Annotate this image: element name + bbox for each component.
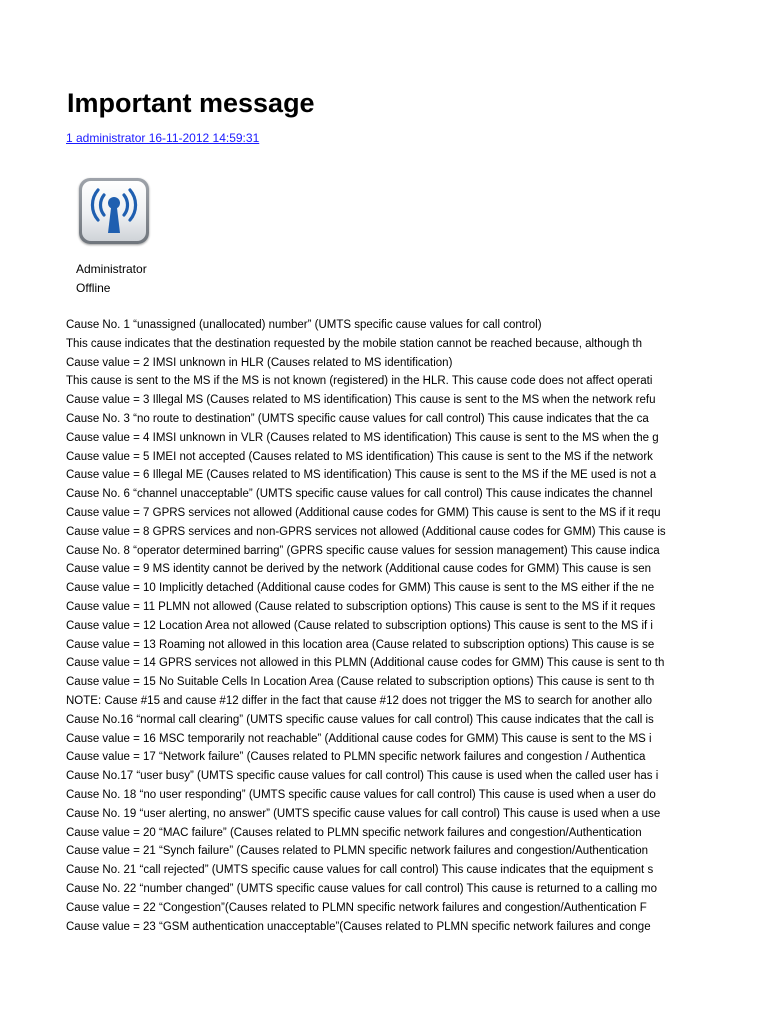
body-line: Cause value = 3 Illegal MS (Causes related to MS identification) This cause is sent to the MS when the network refu [66,394,656,407]
body-line: This cause indicates that the destination requested by the mobile station cannot be reached because, although th [66,337,643,350]
body-line: Cause value = 13 Roaming not allowed in this location area (Cause related to subscription options) This cause is se [66,638,655,651]
body-line: Cause value = 17 “Network failure” (Causes related to PLMN specific network failures and congestion / Authentica [66,751,646,764]
body-line: Cause value = 22 “Congestion”(Causes related to PLMN specific network failures and congestion/Authentication F [66,901,647,914]
body-line: Cause value = 16 MSC temporarily not reachable” (Additional cause codes for GMM) This cause is sent to the MS i [66,732,652,745]
body-line: Cause value = 9 MS identity cannot be derived by the network (Additional cause codes for GMM) This cause is sen [66,563,651,576]
page-title: Important message [67,88,315,118]
body-line: Cause value = 21 “Synch failure” (Causes related to PLMN specific network failures and congestion/Authentication [66,845,649,858]
wifi-tower-icon [82,181,146,241]
body-line: Cause value = 7 GPRS services not allowed (Additional cause codes for GMM) This cause is sent to the MS if it requ [66,506,661,519]
body-line: Cause No. 22 “number changed” (UMTS specific cause values for call control) This cause is returned to a calling mo [66,882,658,895]
body-line: Cause No. 21 “call rejected” (UMTS specific cause values for call control) This cause indicates that the equipment s [66,864,654,877]
post-meta-link[interactable]: 1 administrator 16-11-2012 14:59:31 [66,131,260,145]
body-line: Cause value = 5 IMEI not accepted (Causes related to MS identification) This cause is sent to the MS if the network [66,450,653,463]
author-status: Offline [76,281,111,295]
body-line: Cause No. 1 “unassigned (unallocated) number” (UMTS specific cause values for call control) [66,319,542,331]
body-line: Cause No.16 “normal call clearing” (UMTS specific cause values for call control) This cause indicates that the call is [66,713,654,726]
body-line: This cause is sent to the MS if the MS is not known (registered) in the HLR. This cause code does not affect operati [66,375,653,388]
author-name[interactable]: Administrator [76,262,147,276]
body-line: Cause value = 2 IMSI unknown in HLR (Causes related to MS identification) [66,356,453,369]
body-line: NOTE: Cause #15 and cause #12 differ in the fact that cause #12 does not trigger the MS to search for another allo [66,694,653,707]
message-body [66,316,708,936]
body-line: Cause No. 6 “channel unacceptable” (UMTS specific cause values for call control) This cause indicates the channel [66,488,653,501]
avatar[interactable] [79,178,149,244]
body-line: Cause value = 14 GPRS services not allowed in this PLMN (Additional cause codes for GMM) This cause is sent to th [66,657,665,670]
body-line: Cause value = 23 “GSM authentication unacceptable”(Causes related to PLMN specific network failures and conge [66,920,651,933]
body-line: Cause value = 15 No Suitable Cells In Location Area (Cause related to subscription options) This cause is sent to th [66,676,655,689]
body-line: Cause value = 6 Illegal ME (Causes related to MS identification) This cause is sent to the MS if the ME used is not a [66,469,657,482]
body-line: Cause value = 20 “MAC failure” (Causes related to PLMN specific network failures and congestion/Authentication [66,826,642,839]
body-line: Cause value = 10 Implicitly detached (Additional cause codes for GMM) This cause is sent to the MS either if the ne [66,582,655,595]
body-line: Cause value = 12 Location Area not allowed (Cause related to subscription options) This cause is sent to the MS if i [66,619,653,632]
body-line: Cause No. 3 “no route to destination” (UMTS specific cause values for call control) This cause indicates that the ca [66,412,649,425]
body-line: Cause value = 4 IMSI unknown in VLR (Causes related to MS identification) This cause is sent to the MS when the g [66,431,659,444]
body-line: Cause value = 8 GPRS services and non-GPRS services not allowed (Additional cause codes for GMM) This cause is [66,525,666,538]
body-line: Cause No. 18 “no user responding” (UMTS specific cause values for call control) This cause is used when a user do [66,788,656,801]
body-line: Cause No. 8 “operator determined barring” (GPRS specific cause values for session management) This cause indica [66,544,660,557]
body-line: Cause value = 11 PLMN not allowed (Cause related to subscription options) This cause is sent to the MS if it reques [66,600,656,613]
body-line: Cause No.17 “user busy” (UMTS specific cause values for call control) This cause is used when the called user has i [66,770,659,783]
body-line: Cause No. 19 “user alerting, no answer” (UMTS specific cause values for call control) This cause is used when a use [66,807,661,820]
